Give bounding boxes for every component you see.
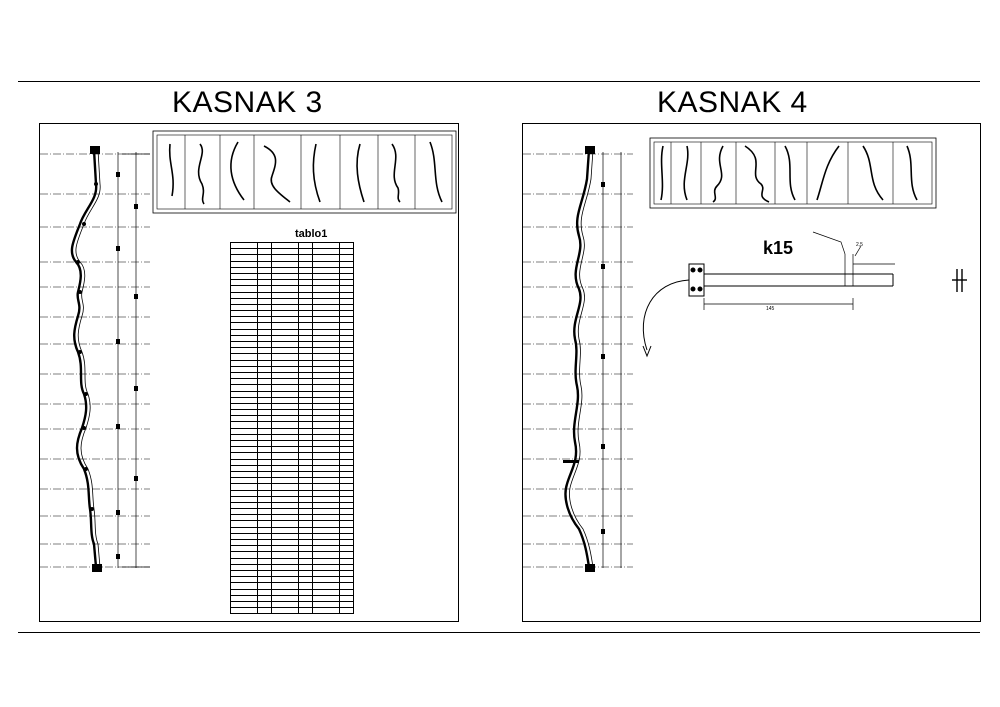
table-title: tablo1 (295, 228, 328, 240)
table-cell (299, 608, 313, 614)
title-kasnak-4: KASNAK 4 (657, 86, 808, 119)
table-cell (258, 608, 272, 614)
bottom-rule (18, 632, 980, 633)
k15-dim-length: 145 (766, 306, 775, 312)
sheet-kasnak-4 (522, 123, 981, 622)
left-profile-strip (153, 131, 456, 213)
kasnak-4-profile (566, 150, 590, 567)
table-cell (272, 608, 299, 614)
table-cell (313, 608, 340, 614)
section-symbol-icon (952, 269, 967, 292)
table-cell (340, 608, 354, 614)
k15-dim-small: 2,5 (856, 242, 863, 248)
table-row (231, 608, 354, 614)
kasnak-4-drawing (523, 124, 980, 621)
dimension-lines (118, 152, 150, 568)
title-kasnak-3: KASNAK 3 (172, 86, 323, 119)
k15-label: k15 (763, 238, 794, 258)
table-cell (231, 608, 258, 614)
sheet-kasnak-3 (39, 123, 459, 622)
parts-table (230, 242, 354, 614)
top-rule (18, 81, 980, 82)
elevation-lines (40, 154, 150, 567)
